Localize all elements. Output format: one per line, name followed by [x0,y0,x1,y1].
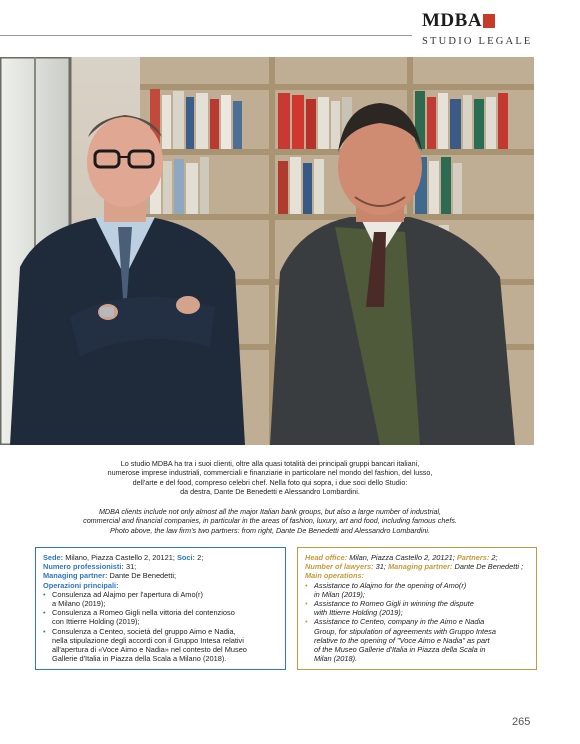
header-rule [0,35,412,36]
list-item-line: Gallerie d'Italia in Piazza della Scala a Milano (2018). [52,654,227,664]
mp-value: Dante De Benedetti; [107,571,177,581]
list-item-line: Consulenza a Romeo Gigli nella vittoria del contenzioso [52,608,235,618]
office-line [305,553,529,562]
sede-label: Sede: [43,553,64,562]
list-item-line: Assistance to Centeo, company in the Aimo e Nadia [314,617,485,627]
list-item-line: Assistance to Romeo Gigli in winning the dispute [314,599,474,609]
list-item-line: nella stipulazione degli accordi con il Gruppo Intesa relativi [52,635,244,645]
num-label: Numero professionisti: [43,562,124,572]
ops-list [305,581,529,664]
list-item-line: Consulenza ad Alajmo per l'apertura di Amo(r) [52,589,203,599]
list-item [43,608,278,626]
caption-line: commercial and financial companies, in particular in the areas of fashion, luxury, art and food, including famous chefs. [83,516,457,526]
partners-label: Partners: [456,553,490,562]
partners-value: 2; [489,553,498,562]
caption-line: da destra, Dante De Benedetti e Alessandro Lombardini. [180,487,360,497]
num-line [43,562,278,571]
bullet-icon: • [305,599,308,609]
ops-label: Main operations: [305,571,365,581]
sede-line [43,553,278,562]
bullet-icon: • [43,626,46,636]
mp-value: Dante De Benedetti ; [452,562,524,572]
ops-list [43,590,278,664]
list-item [305,581,529,599]
info-box-italian [35,547,286,670]
logo-subtitle: STUDIO LEGALE [422,36,533,47]
list-item-line: Milan (2018). [314,654,358,664]
lawyers-value: 31; [373,562,388,572]
lawyers-label: Number of lawyers: [305,562,374,572]
office-value: Milan, Piazza Castello 2, 20121; [347,553,457,562]
list-item [43,590,278,608]
caption-line: Lo studio MDBA ha tra i suoi clienti, oltre alla quasi totalità dei principali gruppi bancari italiani, [120,459,420,468]
list-item-line: with Ittierre Holding (2019); [314,608,403,618]
office-label: Head office: [305,553,348,562]
list-item-line: Group, for stipulation of agreements with Gruppo Intesa [314,626,496,636]
firm-logo [420,8,538,48]
bullet-icon: • [305,617,308,627]
list-item-line: Consulenza a Centeo, società del gruppo Aimo e Nadia, [52,626,236,636]
logo-red-square [483,14,495,28]
mp-label: Managing partner: [387,562,453,572]
page-number: 265 [512,716,531,728]
caption-line: numerose imprese industriali, commerciali e finanziarie in particolare nel mondo del fashion, del lusso, [107,468,433,478]
soci-label: Soci: [176,553,196,562]
list-item-line: in Milan (2019); [314,589,365,599]
mp-label: Managing partner: [43,571,108,581]
list-item [305,599,529,617]
caption-line: Photo above, the law firm's two partners: from right, Dante De Benedetti and Alessandro Lombardini. [110,525,430,535]
lawyers-line [305,562,529,571]
info-box-english [297,547,537,670]
bullet-icon: • [305,580,308,590]
caption-line: dell'arte e del food, compreso celebri chef. Nella foto qui sopra, i due soci dello Studio: [132,477,408,487]
soci-value: 2; [195,553,204,562]
list-item [305,617,529,663]
list-item-line: of the Museo Gallerie d'Italia in Piazza della Scala in [314,645,486,655]
list-item [43,627,278,664]
caption-line: MDBA clients include not only almost all the major Italian bank groups, but also a large number of industrial, [98,507,442,516]
num-value: 31; [123,562,137,572]
caption-italian [70,459,470,497]
bullet-icon: • [43,608,46,618]
list-item-line: Assistance to Alajmo for the opening of Amo(r) [314,580,467,590]
list-item-line: relative to the opening of "Voce Aimo e Nadia" as part [314,635,490,645]
list-item-line: a Milano (2019); [52,599,106,609]
caption-english [70,507,470,535]
bullet-icon: • [43,589,46,599]
logo-text: MDBA [422,10,483,31]
list-item-line: con Ittierre Holding (2019); [52,617,140,627]
photo-illustration [0,57,534,445]
sede-value: Milano, Piazza Castello 2, 20121; [63,553,177,562]
mp-line [43,571,278,580]
partners-photo [0,57,534,445]
ops-label: Operazioni principali: [43,580,119,590]
list-item-line: all'apertura di «Voce Aimo e Nadia» nel contesto del Museo [52,645,247,655]
